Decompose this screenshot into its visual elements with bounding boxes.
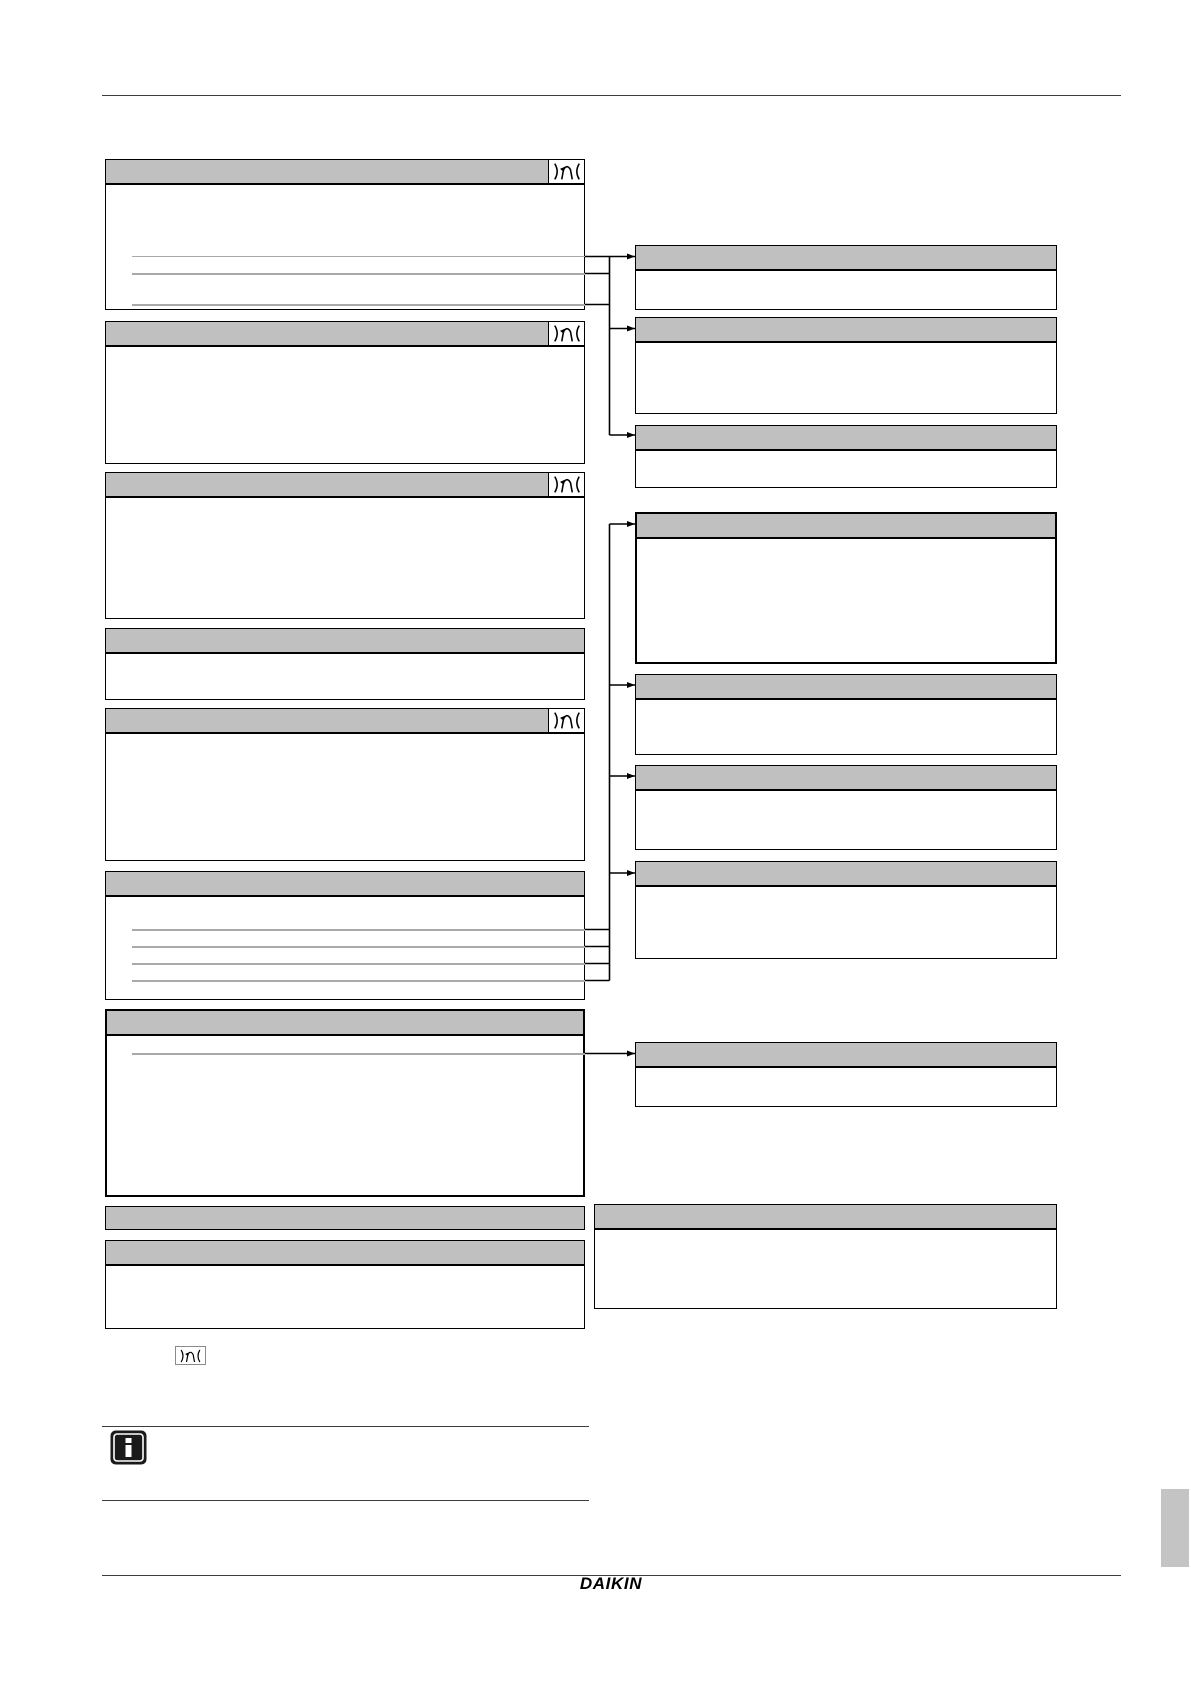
menu-box-header <box>106 629 584 654</box>
submenu-box-header <box>595 1205 1056 1230</box>
main-menu-box <box>105 708 585 861</box>
note-top-rule <box>102 1426 589 1427</box>
submenu-box-header <box>636 862 1056 887</box>
header-rule <box>102 95 1121 96</box>
remote-rotate-icon-graphic <box>551 474 583 495</box>
remote-rotate-icon <box>548 160 584 183</box>
menu-item-line <box>132 946 585 948</box>
submenu-box <box>635 425 1057 488</box>
submenu-box <box>635 765 1057 850</box>
main-menu-box <box>105 1240 585 1329</box>
menu-item-line <box>132 1053 585 1055</box>
menu-item-line <box>132 980 585 982</box>
submenu-box <box>594 1204 1057 1309</box>
info-icon-graphic <box>110 1430 147 1465</box>
remote-rotate-icon-graphic <box>551 323 583 344</box>
main-menu-box <box>105 472 585 619</box>
menu-box-header <box>106 1241 584 1266</box>
main-menu-box <box>105 628 585 700</box>
menu-item-line <box>132 256 585 258</box>
menu-box-header <box>106 1207 584 1229</box>
menu-box-header <box>107 1011 583 1036</box>
remote-rotate-icon <box>175 1346 206 1365</box>
submenu-box-header <box>636 675 1056 700</box>
main-menu-box <box>105 159 585 310</box>
chapter-side-tab <box>1161 1489 1189 1567</box>
main-menu-bar <box>105 1206 585 1230</box>
submenu-box <box>635 512 1057 664</box>
menu-box-header <box>106 160 584 185</box>
remote-rotate-icon <box>548 709 584 732</box>
submenu-box <box>635 861 1057 959</box>
submenu-box-header <box>636 426 1056 451</box>
submenu-box-header <box>636 318 1056 343</box>
remote-rotate-icon <box>548 473 584 496</box>
submenu-box <box>635 245 1057 310</box>
menu-item-line <box>132 963 585 965</box>
submenu-box-header <box>636 766 1056 791</box>
submenu-box-header <box>636 1043 1056 1068</box>
main-menu-box <box>105 1009 585 1197</box>
submenu-box <box>635 317 1057 414</box>
remote-rotate-icon <box>548 322 584 345</box>
menu-box-header <box>106 322 584 347</box>
menu-box-header <box>106 872 584 897</box>
submenu-box-header <box>637 514 1055 539</box>
submenu-box <box>635 674 1057 755</box>
submenu-box <box>635 1042 1057 1107</box>
menu-item-line <box>132 929 585 931</box>
menu-item-line <box>132 273 585 275</box>
remote-rotate-icon-graphic <box>177 1348 204 1364</box>
note-bottom-rule <box>102 1500 589 1501</box>
menu-box-header <box>106 473 584 498</box>
daikin-logo: DAIKIN <box>579 1574 643 1593</box>
remote-rotate-icon-graphic <box>551 710 583 731</box>
remote-rotate-icon-graphic <box>551 161 583 182</box>
menu-box-header <box>106 709 584 734</box>
submenu-box-header <box>636 246 1056 271</box>
menu-item-line <box>132 304 585 306</box>
info-icon <box>110 1430 147 1465</box>
main-menu-box <box>105 321 585 464</box>
